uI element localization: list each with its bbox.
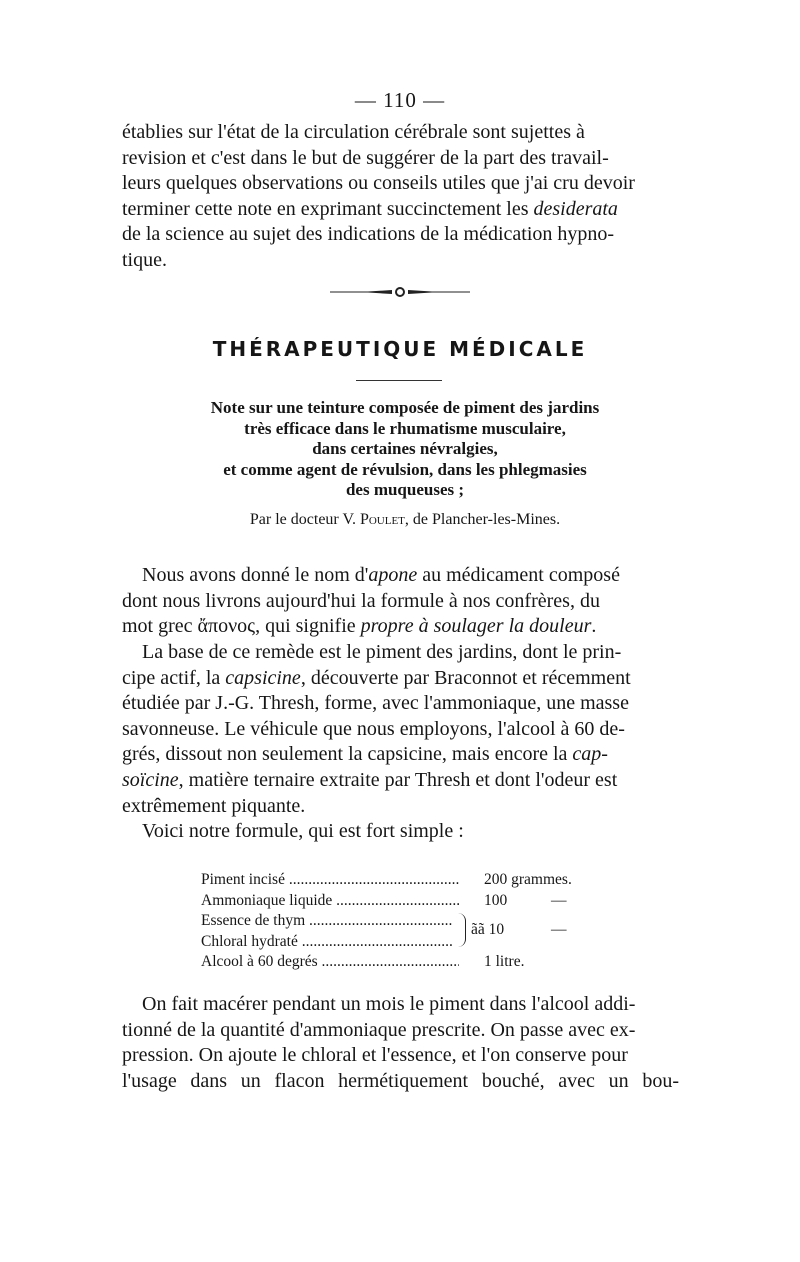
title-rule xyxy=(356,380,442,381)
greek-word: ἄπονος xyxy=(197,615,256,638)
note-line: et comme agent de révulsion, dans les phlegmasies xyxy=(223,459,587,479)
text-line: pression. On ajoute le chloral et l'essence, et l'on conserve pour xyxy=(122,1044,628,1067)
body-paragraph-3 xyxy=(122,819,679,845)
byline-suffix: , de Plancher-les-Mines. xyxy=(404,511,561,528)
text-line: tique. xyxy=(122,248,167,271)
text-fragment: Nous avons donné le nom d' xyxy=(142,564,369,586)
author-byline xyxy=(140,510,670,530)
byline-prefix: Par le docteur V. xyxy=(249,511,360,528)
body-paragraph-2 xyxy=(122,640,679,819)
note-heading xyxy=(140,398,670,501)
grouping-brace xyxy=(457,913,466,947)
brace-quantity: ãã 10 xyxy=(471,921,505,938)
intro-paragraph xyxy=(122,120,679,274)
text-fragment: cipe actif, la xyxy=(122,666,226,689)
text-line: tionné de la quantité d'ammoniaque prescrite. On passe avec ex- xyxy=(122,1018,636,1041)
text-line xyxy=(122,563,679,589)
apone-term: apone xyxy=(368,564,418,586)
formula-row xyxy=(201,891,621,912)
body-paragraph-4 xyxy=(122,992,679,1094)
text-fragment: , découverte par Braconnot et récemment xyxy=(300,666,631,689)
ingredient: Piment incisé ..... xyxy=(201,870,459,891)
text-line: extrêmement piquante. xyxy=(122,794,306,817)
ingredient: Essence de thym ..... xyxy=(201,911,453,932)
text-line: dont nous livrons aujourd'hui la formule à nos confrères, du xyxy=(122,589,600,612)
text-line: savonneuse. Le véhicule que nous employons, l'alcool à 60 de- xyxy=(122,717,625,740)
text-line xyxy=(122,614,679,640)
text-line xyxy=(122,742,679,768)
text-fragment: , qui signifie xyxy=(255,615,361,638)
capsicine-term: capsicine xyxy=(225,666,301,689)
ditto-mark: — xyxy=(551,891,567,909)
text-fragment: mot grec xyxy=(122,615,198,638)
ingredient: Ammoniaque liquide ..... xyxy=(201,891,459,912)
formula-row xyxy=(201,870,621,891)
capsoicine-term: cap- xyxy=(572,743,608,766)
quantity: 100 xyxy=(484,891,508,909)
quantity: 200 grammes. xyxy=(484,871,572,888)
text-fragment: au médicament composé xyxy=(417,564,620,586)
text-line: La base de ce remède est le piment des jardins, dont le prin- xyxy=(142,641,622,663)
text-line: revision et c'est dans le but de suggérer de la part des travail- xyxy=(122,146,609,169)
definition-emphasis: propre à soulager la douleur xyxy=(360,615,592,638)
note-line: Note sur une teinture composée de piment des jardins xyxy=(210,398,600,417)
note-line: dans certaines névralgies, xyxy=(312,439,498,459)
quantity: 1 litre. xyxy=(484,953,525,970)
text-line: établies sur l'état de la circulation cérébrale sont sujettes à xyxy=(122,121,585,143)
section-title: THÉRAPEUTIQUE MÉDICALE xyxy=(212,337,588,361)
text-fragment: , matière ternaire extraite par Thresh et dont l'odeur est xyxy=(178,768,618,791)
text-line: l'usage dans un flacon hermétiquement bouché, avec un bou- xyxy=(122,1069,679,1092)
text-fragment: . xyxy=(591,615,597,638)
note-line: très efficace dans le rhumatisme musculaire, xyxy=(244,418,566,438)
ingredient: Chloral hydraté ..... xyxy=(201,932,453,953)
ditto-mark: — xyxy=(551,921,567,938)
ingredient: Alcool à 60 degrés ..... xyxy=(201,952,459,973)
body-paragraph-1 xyxy=(122,563,679,640)
text-line xyxy=(122,768,679,794)
text-line: étudiée par J.-G. Thresh, forme, avec l'ammoniaque, une masse xyxy=(122,692,629,715)
formula-row xyxy=(201,952,621,973)
page-number: — 110 — xyxy=(354,88,446,112)
author-name: Poulet xyxy=(359,511,405,528)
text-fragment: terminer cette note en exprimant succinctement les xyxy=(122,197,534,220)
text-line: Voici notre formule, qui est fort simple : xyxy=(142,820,464,842)
text-fragment: grés, dissout non seulement la capsicine, mais encore la xyxy=(122,743,573,766)
ornamental-divider xyxy=(330,285,470,299)
text-line xyxy=(122,666,679,692)
text-line: leurs quelques observations ou conseils utiles que j'ai cru devoir xyxy=(122,172,635,195)
desiderata-emphasis: desiderata xyxy=(533,197,618,220)
text-line: de la science au sujet des indications de la médication hypno- xyxy=(122,223,615,246)
note-line: des muqueuses ; xyxy=(345,480,465,500)
text-line: On fait macérer pendant un mois le piment dans l'alcool addi- xyxy=(142,993,636,1015)
capsoicine-term: soïcine xyxy=(122,768,179,791)
formula-table xyxy=(201,870,621,973)
text-line xyxy=(122,197,679,223)
